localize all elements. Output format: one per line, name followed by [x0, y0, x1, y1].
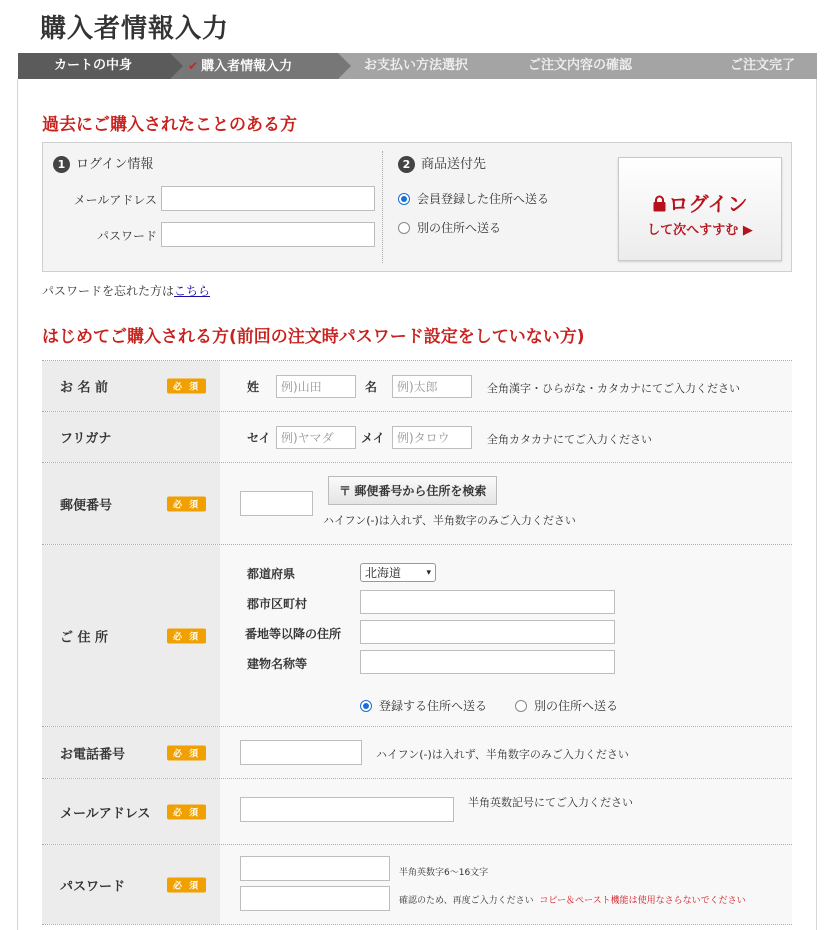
furigana-row	[42, 412, 792, 463]
first-name-input[interactable]	[392, 375, 472, 398]
phone-hint: ハイフン(-)は入れず、半角数字のみご入力ください	[376, 748, 629, 761]
radio-selected-icon[interactable]	[360, 700, 372, 712]
furigana-hint: 全角カタカナにてご入力ください	[487, 433, 652, 446]
zip-search-button[interactable]: 〒 郵便番号から住所を検索	[328, 476, 497, 505]
registration-form	[42, 360, 792, 925]
forgot-password-link[interactable]: こちら	[174, 284, 211, 298]
last-name-input[interactable]	[276, 375, 356, 398]
last-name-kana-label: セイ	[247, 431, 271, 445]
zip-hint: ハイフン(-)は入れず、半角数字のみご入力ください	[323, 514, 576, 527]
step-number-badge: 2	[398, 156, 415, 173]
last-name-label: 姓	[247, 380, 260, 394]
building-label: 建物名称等	[247, 657, 308, 671]
step-label: お支払い方法選択	[364, 58, 469, 73]
furigana-label: フリガナ	[60, 431, 112, 447]
name-hint: 全角漢字・ひらがな・カタカナにてご入力ください	[487, 382, 740, 395]
send-registered-option[interactable]	[360, 697, 487, 714]
radio-label: 登録する住所へ送る	[379, 699, 488, 713]
row-input-cell	[220, 727, 792, 778]
radio-selected-icon[interactable]	[398, 193, 410, 205]
password-confirm-line	[399, 893, 746, 906]
chevron-down-icon: ▾	[426, 567, 431, 578]
zip-label: 郵便番号	[60, 498, 113, 513]
zip-row	[42, 463, 792, 545]
first-name-label: 名	[365, 380, 378, 394]
checkout-steps	[18, 53, 817, 79]
row-input-cell	[220, 779, 792, 844]
row-label-cell	[42, 545, 220, 726]
first-name-kana-input[interactable]	[392, 426, 472, 449]
forgot-password-text: パスワードを忘れた方は	[42, 284, 175, 298]
check-icon: ✔	[188, 59, 199, 73]
email-input[interactable]	[240, 797, 454, 822]
required-badge: 必 須	[167, 877, 206, 892]
radio-label: 別の住所へ送る	[417, 221, 502, 235]
prefecture-value: 北海道	[365, 566, 402, 580]
page-title: 購入者情報入力	[40, 14, 230, 44]
prefecture-label: 都道府県	[247, 567, 296, 581]
password-confirm-input[interactable]	[240, 886, 390, 911]
street-label: 番地等以降の住所	[245, 627, 342, 641]
step-label: カートの中身	[54, 58, 133, 73]
ship-registered-option[interactable]	[398, 190, 549, 207]
step-label: 購入者情報入力	[201, 59, 293, 74]
returning-login-box	[42, 142, 792, 272]
row-label-cell	[42, 463, 220, 544]
forgot-password-line	[42, 282, 210, 299]
building-input[interactable]	[360, 650, 615, 674]
row-input-cell	[220, 845, 792, 924]
prefecture-select[interactable]	[360, 563, 436, 582]
address-row	[42, 545, 792, 727]
step-buyer-info	[170, 53, 338, 79]
row-input-cell	[220, 545, 792, 726]
row-input-cell	[220, 361, 792, 411]
login-info-title: ログイン情報	[76, 157, 154, 172]
step-payment	[338, 53, 506, 79]
shipping-title: 商品送付先	[421, 157, 487, 172]
step-cart	[18, 53, 170, 79]
new-customer-section-title: はじめてご購入される方(前回の注文時パスワード設定をしていない方)	[42, 327, 585, 347]
phone-row	[42, 727, 792, 779]
row-input-cell	[220, 463, 792, 544]
email-hint: 半角英数記号にてご入力ください	[468, 796, 633, 809]
login-button-sub: して次へすすむ ▶	[647, 223, 753, 238]
password-label: パスワード	[60, 879, 126, 894]
login-info-heading	[53, 153, 153, 173]
name-row	[42, 361, 792, 412]
step-number-badge: 1	[53, 156, 70, 173]
step-label: ご注文完了	[730, 58, 796, 73]
login-password-label: パスワード	[96, 229, 157, 243]
lock-icon	[653, 192, 666, 216]
row-label-cell	[42, 412, 220, 462]
returning-section-title: 過去にご購入されたことのある方	[42, 115, 297, 135]
city-label: 郡市区町村	[247, 597, 308, 611]
login-password-input[interactable]	[161, 222, 375, 247]
row-label-cell	[42, 845, 220, 924]
step-confirm	[506, 53, 684, 79]
login-button-text: ログイン	[668, 192, 748, 216]
login-email-label: メールアドレス	[73, 193, 157, 207]
first-name-kana-label: メイ	[361, 431, 385, 445]
radio-label: 別の住所へ送る	[534, 699, 619, 713]
required-badge: 必 須	[167, 804, 206, 819]
name-label: お 名 前	[60, 380, 109, 396]
copy-paste-warning: コピー＆ペースト機能は使用なさらないでください	[539, 896, 746, 906]
row-label-cell	[42, 727, 220, 778]
address-label: ご 住 所	[60, 630, 109, 645]
shipping-heading	[398, 153, 486, 173]
row-label-cell	[42, 779, 220, 844]
row-input-cell	[220, 412, 792, 462]
step-label: ご注文内容の確認	[528, 58, 633, 73]
radio-icon[interactable]	[398, 222, 410, 234]
step-complete	[684, 53, 817, 79]
radio-label: 会員登録した住所へ送る	[417, 192, 550, 206]
required-badge: 必 須	[167, 496, 206, 511]
row-label-cell	[42, 361, 220, 411]
password-hint: 半角英数字6〜16文字	[399, 868, 489, 878]
password-confirm-hint: 確認のため、再度ご入力ください	[399, 896, 534, 906]
login-email-input[interactable]	[161, 186, 375, 211]
street-input[interactable]	[360, 620, 615, 644]
ship-other-option[interactable]	[398, 219, 501, 236]
required-badge: 必 須	[167, 745, 206, 760]
radio-icon[interactable]	[515, 700, 527, 712]
login-button-main	[619, 188, 781, 217]
divider	[382, 151, 383, 263]
phone-input[interactable]	[240, 740, 362, 765]
city-input[interactable]	[360, 590, 615, 614]
last-name-kana-input[interactable]	[276, 426, 356, 449]
password-input[interactable]	[240, 856, 390, 881]
required-badge: 必 須	[167, 379, 206, 394]
password-row	[42, 845, 792, 925]
zip-input[interactable]	[240, 491, 313, 516]
login-next-button[interactable]	[618, 157, 782, 261]
phone-label: お電話番号	[60, 747, 126, 762]
email-row	[42, 779, 792, 845]
required-badge: 必 須	[167, 628, 206, 643]
email-label: メールアドレス	[60, 806, 151, 821]
send-other-option[interactable]	[515, 697, 618, 714]
